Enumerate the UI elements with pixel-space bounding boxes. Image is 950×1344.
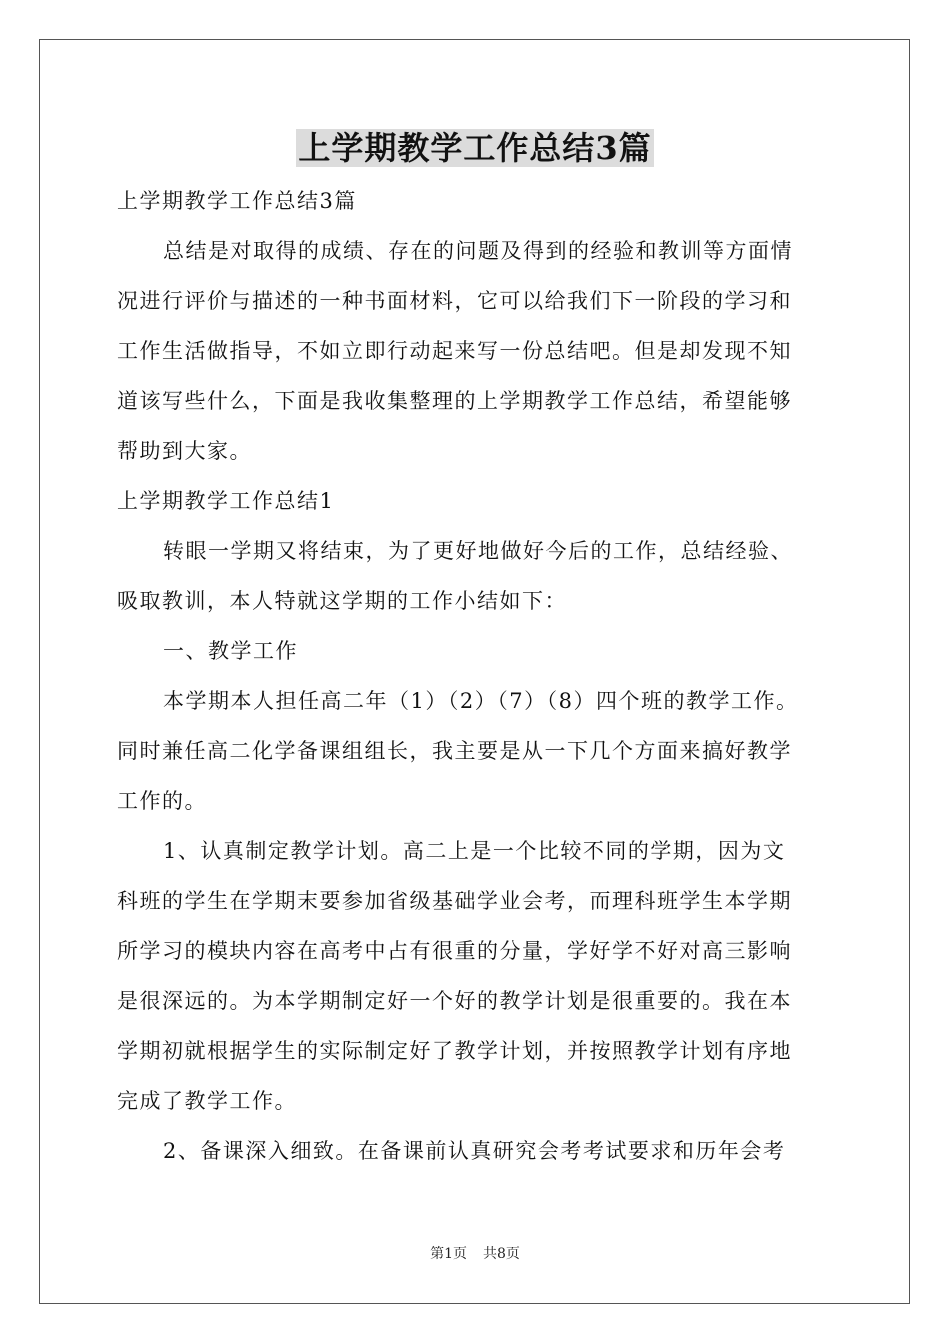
text-line: 同时兼任高二化学备课组组长，我主要是从一下几个方面来搞好教学	[117, 739, 792, 763]
text-line: 吸取教训，本人特就这学期的工作小结如下：	[117, 589, 567, 613]
text-line: 是很深远的。为本学期制定好一个好的教学计划是很重要的。我在本	[117, 989, 792, 1013]
text-line: 本学期本人担任高二年（1）（2）（7）（8）四个班的教学工作。	[163, 689, 799, 713]
text-line: 2、备课深入细致。在备课前认真研究会考考试要求和历年会考	[163, 1139, 786, 1163]
page-footer	[0, 1244, 950, 1264]
page-number: 第1页	[430, 1246, 467, 1262]
text-line: 帮助到大家。	[117, 439, 252, 463]
text-line: 科班的学生在学期末要参加省级基础学业会考，而理科班学生本学期	[117, 889, 792, 913]
sub-heading: 一、教学工作	[163, 639, 298, 663]
text-line: 1、认真制定教学计划。高二上是一个比较不同的学期，因为文	[163, 839, 786, 863]
text-line: 工作生活做指导，不如立即行动起来写一份总结吧。但是却发现不知	[117, 339, 792, 363]
text-line: 转眼一学期又将结束，为了更好地做好今后的工作，总结经验、	[163, 539, 793, 563]
text-line: 总结是对取得的成绩、存在的问题及得到的经验和教训等方面情	[163, 239, 793, 263]
section-heading: 上学期教学工作总结1	[117, 489, 335, 513]
text-line: 道该写些什么，下面是我收集整理的上学期教学工作总结，希望能够	[117, 389, 792, 413]
page-total: 共8页	[483, 1246, 520, 1262]
text-line: 况进行评价与描述的一种书面材料，它可以给我们下一阶段的学习和	[117, 289, 792, 313]
text-line: 完成了教学工作。	[117, 1089, 297, 1113]
document-body	[117, 176, 837, 1176]
text-line: 上学期教学工作总结3篇	[117, 189, 357, 213]
text-line: 学期初就根据学生的实际制定好了教学计划，并按照教学计划有序地	[117, 1039, 792, 1063]
document-title	[0, 126, 950, 170]
document-title-text: 上学期教学工作总结3篇	[298, 129, 652, 167]
text-line: 所学习的模块内容在高考中占有很重的分量，学好学不好对高三影响	[117, 939, 792, 963]
text-line: 工作的。	[117, 789, 207, 813]
